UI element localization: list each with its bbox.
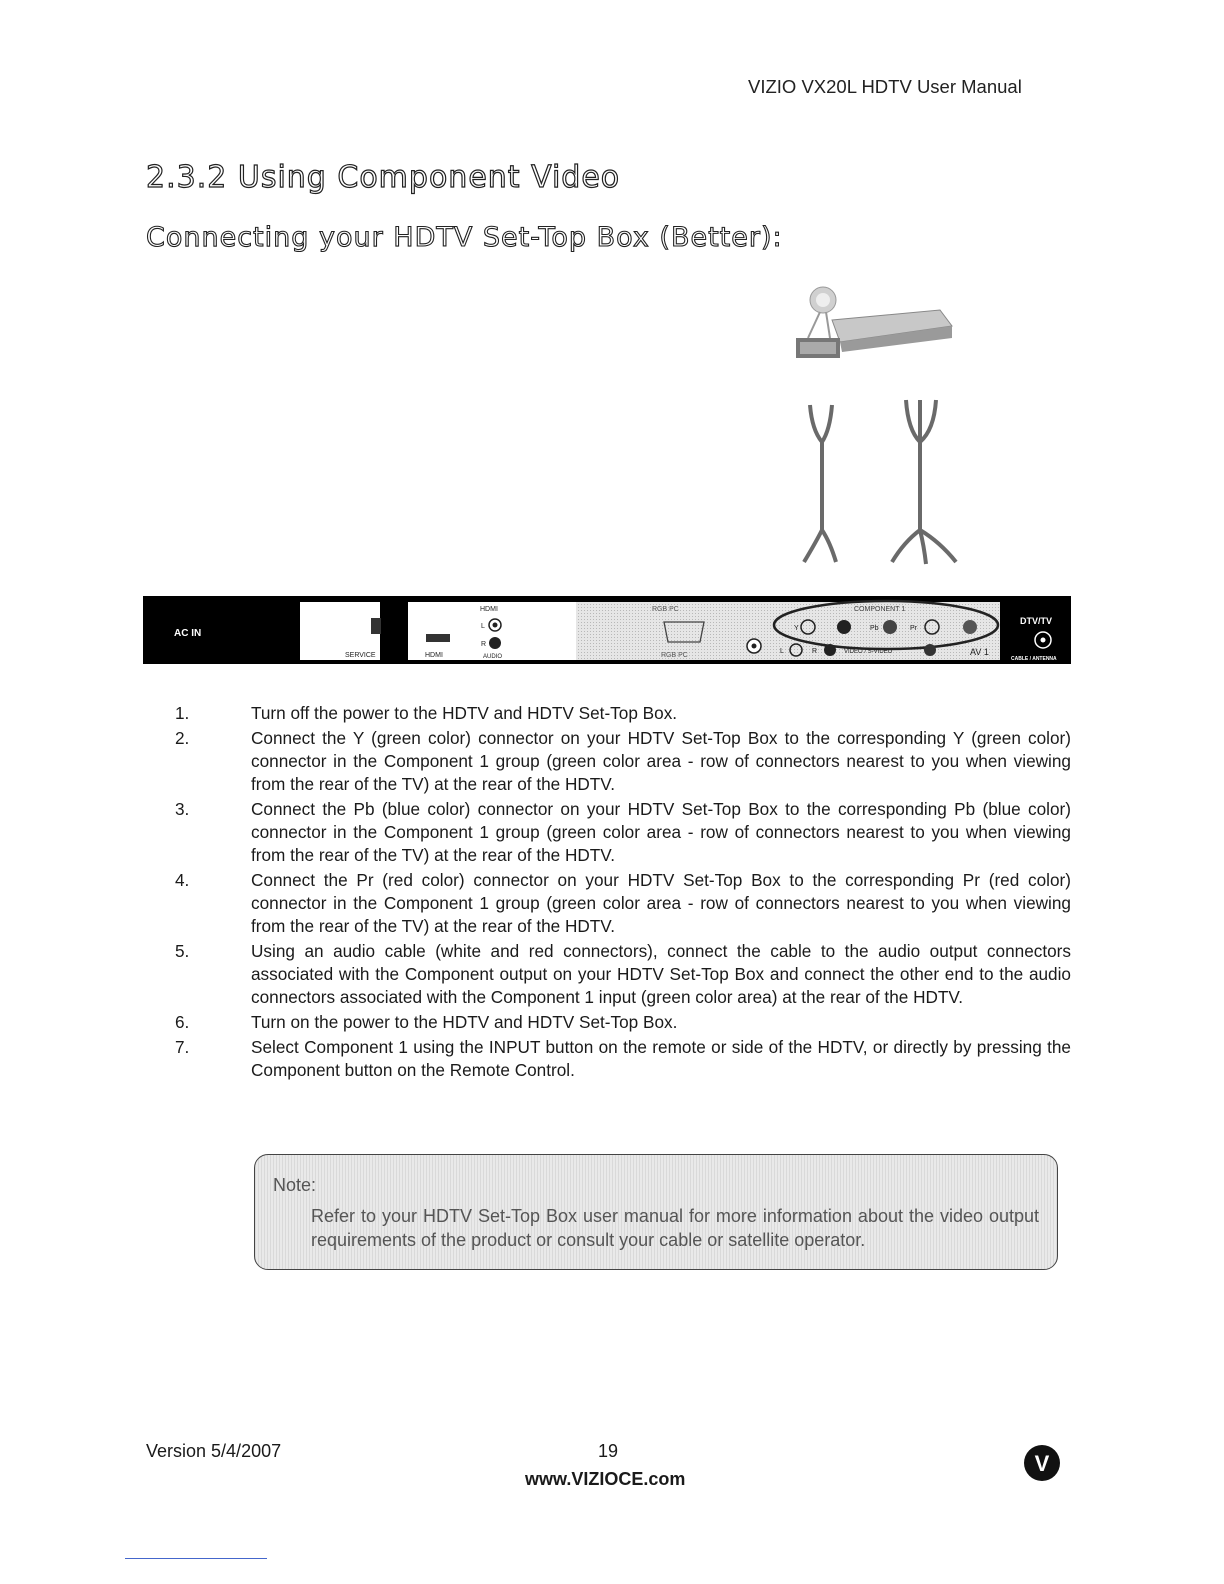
list-item (175, 1036, 1071, 1082)
section-subtitle: Connecting your HDTV Set-Top Box (Better): (146, 222, 783, 253)
rgb-pc-bottom-label: RGB PC (661, 652, 688, 659)
step-text: Select Component 1 using the INPUT button on the remote or side of the HDTV, or directly by pressing the Component button on the Remote Control. (251, 1037, 1071, 1080)
component-pr-label: Pr (910, 625, 917, 632)
footnote-divider (125, 1558, 267, 1559)
connection-diagram (140, 280, 1080, 675)
step-number: 3. (175, 799, 190, 819)
step-number: 7. (175, 1037, 190, 1057)
step-number: 2. (175, 728, 190, 748)
component-y-label: Y (794, 625, 799, 632)
step-number: 4. (175, 870, 190, 890)
page-number: 19 (598, 1441, 619, 1461)
component-label: COMPONENT 1 (854, 606, 906, 613)
set-top-box-icon (796, 287, 952, 358)
hdmi-top-label: HDMI (480, 606, 498, 613)
list-item (175, 940, 1071, 1009)
dtv-label: DTV/TV (1020, 616, 1053, 626)
rca-cable-icon (892, 400, 956, 564)
list-item (175, 1011, 1071, 1034)
rca-cable-icon (804, 405, 836, 562)
audio-l-label: L (481, 623, 485, 630)
step-text: Using an audio cable (white and red connectors), connect the cable to the audio output connectors associated with the Component output on your HDTV Set-Top Box and connect the other end to the audio connectors associated with the Component 1 input (green color area) at the rear of the HDTV. (251, 941, 1071, 1007)
av1-video-label: VIDEO / S-VIDEO (844, 649, 893, 655)
step-text: Turn on the power to the HDTV and HDTV Set-Top Box. (251, 1012, 678, 1032)
step-text: Connect the Pr (red color) connector on your HDTV Set-Top Box to the corresponding Pr (red color) connector in the Component 1 group (green color area - row of connectors nearest to you when viewing from the rear of the TV) at the rear of the HDTV. (251, 870, 1071, 936)
steps-list (175, 702, 1071, 1084)
audio-r-label: R (481, 641, 487, 648)
hdmi-label: HDMI (425, 652, 443, 659)
step-number: 6. (175, 1012, 190, 1032)
logo-letter: V (1034, 1451, 1050, 1476)
list-item (175, 869, 1071, 938)
page-header: VIZIO VX20L HDTV User Manual (748, 76, 1022, 97)
step-number: 5. (175, 941, 190, 961)
step-text: Connect the Y (green color) connector on your HDTV Set-Top Box to the corresponding Y (green color) connector in the Component 1 group (green color area - row of connectors nearest to you when viewing from the rear of the TV) at the rear of the HDTV. (251, 728, 1071, 794)
service-label: SERVICE (345, 652, 376, 659)
footer-url: www.VIZIOCE.com (525, 1469, 686, 1489)
antenna-label: CABLE / ANTENNA (1011, 656, 1057, 662)
component-pb-label: Pb (870, 625, 879, 632)
footer-version: Version 5/4/2007 (146, 1441, 282, 1461)
rear-panel (143, 596, 1071, 664)
vizio-logo-icon (1023, 1444, 1061, 1487)
av1-l-label: L (780, 648, 784, 655)
note-text: Refer to your HDTV Set-Top Box user manual for more information about the video output requirements of the product or consult your cable or satellite operator. (311, 1206, 1039, 1250)
av1-r-label: R (812, 648, 818, 655)
step-text: Connect the Pb (blue color) connector on your HDTV Set-Top Box to the corresponding Pb (blue color) connector in the Component 1 group (green color area - row of connectors nearest to you when viewing from the rear of the TV) at the rear of the HDTV. (251, 799, 1071, 865)
list-item (175, 702, 1071, 725)
list-item (175, 798, 1071, 867)
note-label: Note: (273, 1175, 317, 1195)
audio-label: AUDIO (483, 654, 503, 660)
step-text: Turn off the power to the HDTV and HDTV Set-Top Box. (251, 703, 678, 723)
rgb-pc-top-label: RGB PC (652, 606, 679, 613)
ac-in-label: AC IN (174, 628, 202, 639)
note-box (254, 1154, 1058, 1270)
section-title: 2.3.2 Using Component Video (146, 160, 621, 195)
step-number: 1. (175, 703, 190, 723)
list-item (175, 727, 1071, 796)
av1-label: AV 1 (970, 647, 989, 657)
